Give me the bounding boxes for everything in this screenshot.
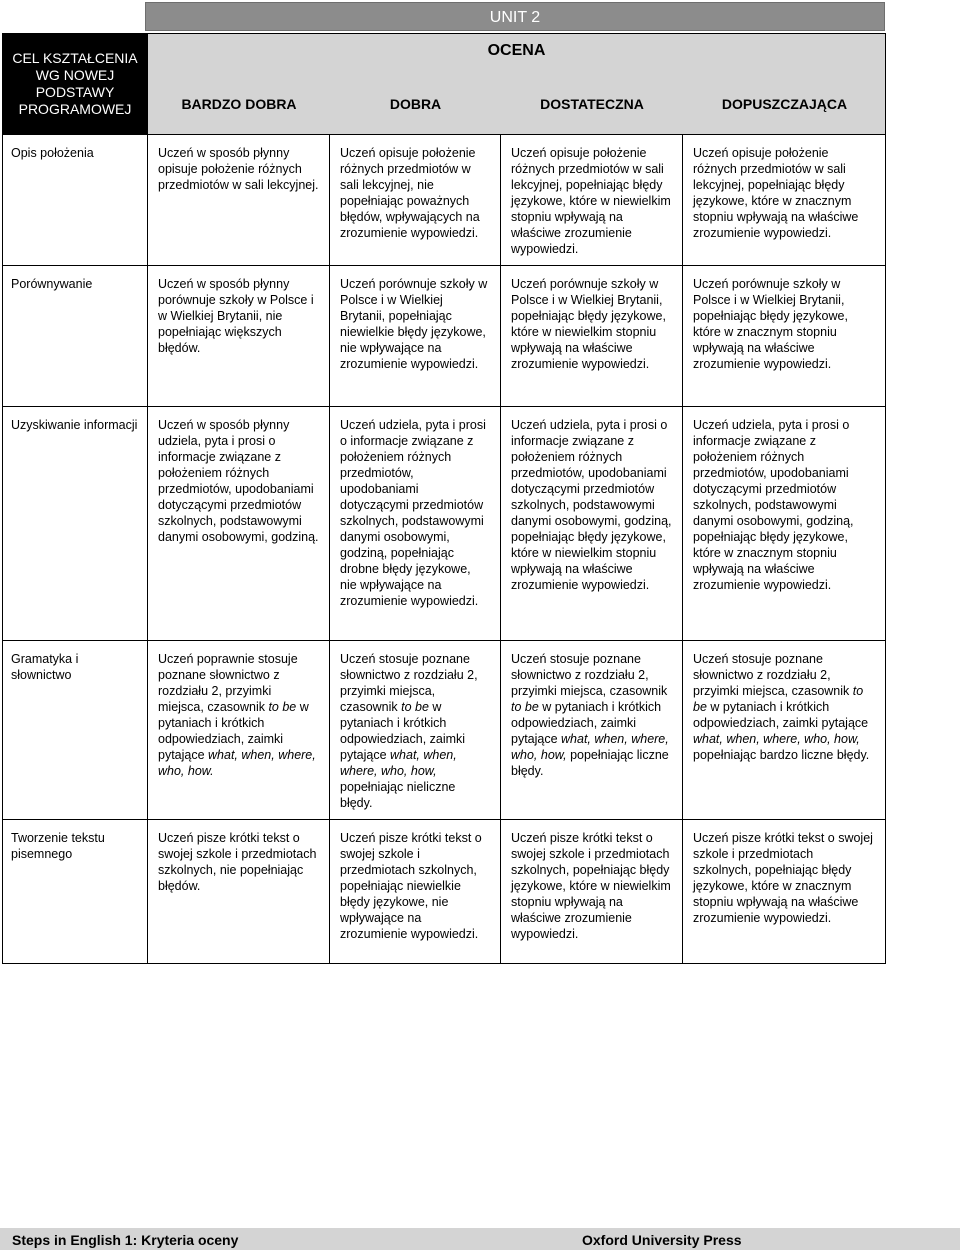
grade-cell-text: Uczeń pisze krótki tekst o swojej szkole i przedmiotach szkolnych, nie popełniając błędów. bbox=[158, 831, 317, 893]
grade-cell bbox=[330, 641, 501, 820]
assessment-table bbox=[2, 33, 886, 964]
table-row bbox=[3, 820, 886, 964]
criterion-cell: Tworzenie tekstu pisemnego bbox=[3, 820, 148, 964]
table-row bbox=[3, 135, 886, 266]
ocena-title: OCENA bbox=[487, 42, 546, 59]
grade-cell bbox=[501, 641, 683, 820]
table-row bbox=[3, 266, 886, 407]
footer-publisher: Oxford University Press bbox=[582, 1232, 742, 1248]
cel-header-label: CEL KSZTAŁCENIA WG NOWEJ PODSTAWY PROGRAMOWEJ bbox=[12, 50, 138, 117]
table-row bbox=[3, 407, 886, 641]
grade-headers bbox=[148, 96, 885, 112]
grade-cell-text: Uczeń opisuje położenie różnych przedmiotów w sali lekcyjnej, popełniając błędy językowe, które w znacznym stopniu wpływają na właściwe zrozumienie wypowiedzi. bbox=[693, 146, 859, 240]
grade-cell bbox=[683, 135, 886, 266]
cel-header bbox=[3, 34, 148, 135]
grade-cell bbox=[501, 820, 683, 964]
grade-cell-text: Uczeń w sposób płynny opisuje położenie różnych przedmiotów w sali lekcyjnej. bbox=[158, 146, 319, 192]
grade-cell-text: Uczeń stosuje poznane słownictwo z rozdziału 2, przyimki miejsca, czasownik to be w pytaniach i krótkich odpowiedziach, zaimki pytające what, when, where, who, how, popełniając liczne błędy. bbox=[511, 652, 669, 778]
criterion-cell: Opis położenia bbox=[3, 135, 148, 266]
grade-cell-text: Uczeń poprawnie stosuje poznane słownictwo z rozdziału 2, przyimki miejsca, czasownik to be w pytaniach i krótkich odpowiedziach, zaimki pytające what, when, where, who, how. bbox=[158, 652, 316, 778]
grade-cell-text: Uczeń pisze krótki tekst o swojej szkole i przedmiotach szkolnych, popełniając błędy językowe, które w znacznym stopniu wpływają na właściwe zrozumienie wypowiedzi. bbox=[693, 831, 873, 925]
table-row bbox=[3, 641, 886, 820]
grade-cell bbox=[330, 820, 501, 964]
grade-cell-text: Uczeń w sposób płynny udziela, pyta i prosi o informacje związane z położeniem różnych przedmiotów, upodobaniami dotyczącymi przedmiotów szkolnych, podstawowymi danymi osobowymi, godziną. bbox=[158, 418, 319, 544]
grade-cell-text: Uczeń udziela, pyta i prosi o informacje związane z położeniem różnych przedmiotów, upodobaniami dotyczącymi przedmiotów szkolnych, podstawowymi danymi osobowymi, godziną, popełniając błędy językowe, które w znacznym stopniu wpływają na właściwe zrozumienie wypowiedzi. bbox=[693, 418, 854, 592]
grade-cell-text: Uczeń porównuje szkoły w Polsce i w Wielkiej Brytanii, popełniając błędy językowe, które w znacznym stopniu wpływają na właściwe zrozumienie wypowiedzi. bbox=[693, 277, 848, 371]
grade-cell-text: Uczeń opisuje położenie różnych przedmiotów w sali lekcyjnej, nie popełniając poważnych błędów, wpływających na zrozumienie wypowiedzi. bbox=[340, 146, 480, 240]
grade-dobra: DOBRA bbox=[389, 96, 442, 112]
grade-cell bbox=[148, 641, 330, 820]
criterion-cell: Porównywanie bbox=[3, 266, 148, 407]
grade-cell bbox=[148, 820, 330, 964]
grade-cell-text: Uczeń pisze krótki tekst o swojej szkole i przedmiotach szkolnych, popełniając niewielkie błędy językowe, nie wpływające na zrozumienie wypowiedzi. bbox=[340, 831, 482, 941]
grade-cell bbox=[148, 407, 330, 641]
grade-cell-text: Uczeń porównuje szkoły w Polsce i w Wielkiej Brytanii, popełniając niewielkie błędy językowe, nie wpływające na zrozumienie wypowiedzi. bbox=[340, 277, 488, 371]
grade-cell bbox=[683, 641, 886, 820]
footer bbox=[0, 1228, 960, 1250]
grade-cell bbox=[501, 266, 683, 407]
grade-cell-text: Uczeń pisze krótki tekst o swojej szkole i przedmiotach szkolnych, popełniając błędy językowe, które w niewielkim stopniu wpływają na właściwe zrozumienie wypowiedzi. bbox=[511, 831, 671, 941]
grade-cell bbox=[683, 820, 886, 964]
criterion-cell: Uzyskiwanie informacji bbox=[3, 407, 148, 641]
grade-cell-text: Uczeń opisuje położenie różnych przedmiotów w sali lekcyjnej, popełniając błędy językowe, które w niewielkim stopniu wpływają na właściwe zrozumienie wypowiedzi. bbox=[511, 146, 671, 256]
footer-book-title: Steps in English 1: Kryteria oceny bbox=[12, 1232, 239, 1248]
grade-cell-text: Uczeń udziela, pyta i prosi o informacje związane z położeniem różnych przedmiotów, upodobaniami dotyczącymi przedmiotów szkolnych, podstawowymi danymi osobowymi, godziną, popełniając drobne błędy językowe, nie wpływające na zrozumienie wypowiedzi. bbox=[340, 418, 486, 608]
grade-cell bbox=[148, 266, 330, 407]
grade-cell bbox=[683, 266, 886, 407]
grade-cell-text: Uczeń udziela, pyta i prosi o informacje związane z położeniem różnych przedmiotów, upodobaniami dotyczącymi przedmiotów szkolnych, podstawowymi danymi osobowymi, godziną, popełniając błędy językowe, które w niewielkim stopniu wpływają na właściwe zrozumienie wypowiedzi. bbox=[511, 418, 672, 592]
grade-cell bbox=[148, 135, 330, 266]
grade-cell bbox=[501, 407, 683, 641]
grade-cell-text: Uczeń porównuje szkoły w Polsce i w Wielkiej Brytanii, popełniając błędy językowe, które w niewielkim stopniu wpływają na właściwe zrozumienie wypowiedzi. bbox=[511, 277, 666, 371]
ocena-header bbox=[148, 34, 886, 135]
grade-cell bbox=[501, 135, 683, 266]
grade-dopuszczajaca: DOPUSZCZAJĄCA bbox=[721, 96, 848, 112]
unit-title: UNIT 2 bbox=[145, 2, 885, 31]
grade-cell-text: Uczeń w sposób płynny porównuje szkoły w Polsce i w Wielkiej Brytanii, nie popełniając większych błędów. bbox=[158, 277, 314, 355]
grade-cell bbox=[330, 266, 501, 407]
grade-dostateczna: DOSTATECZNA bbox=[540, 96, 644, 112]
grade-bardzo-dobra: BARDZO DOBRA bbox=[181, 96, 297, 112]
grade-cell bbox=[683, 407, 886, 641]
grade-cell bbox=[330, 135, 501, 266]
grade-cell-text: Uczeń stosuje poznane słownictwo z rozdziału 2, przyimki miejsca, czasownik to be w pytaniach i krótkich odpowiedziach, zaimki pytające what, when, where, who, how, popełniając bardzo liczne błędy. bbox=[693, 652, 870, 762]
grade-cell-text: Uczeń stosuje poznane słownictwo z rozdziału 2, przyimki miejsca, czasownik to be w pytaniach i krótkich odpowiedziach, zaimki pytające what, when, where, who, how, popełniając nieliczne błędy. bbox=[340, 652, 478, 810]
table-body bbox=[3, 135, 886, 964]
grade-cell bbox=[330, 407, 501, 641]
criterion-cell: Gramatyka i słownictwo bbox=[3, 641, 148, 820]
